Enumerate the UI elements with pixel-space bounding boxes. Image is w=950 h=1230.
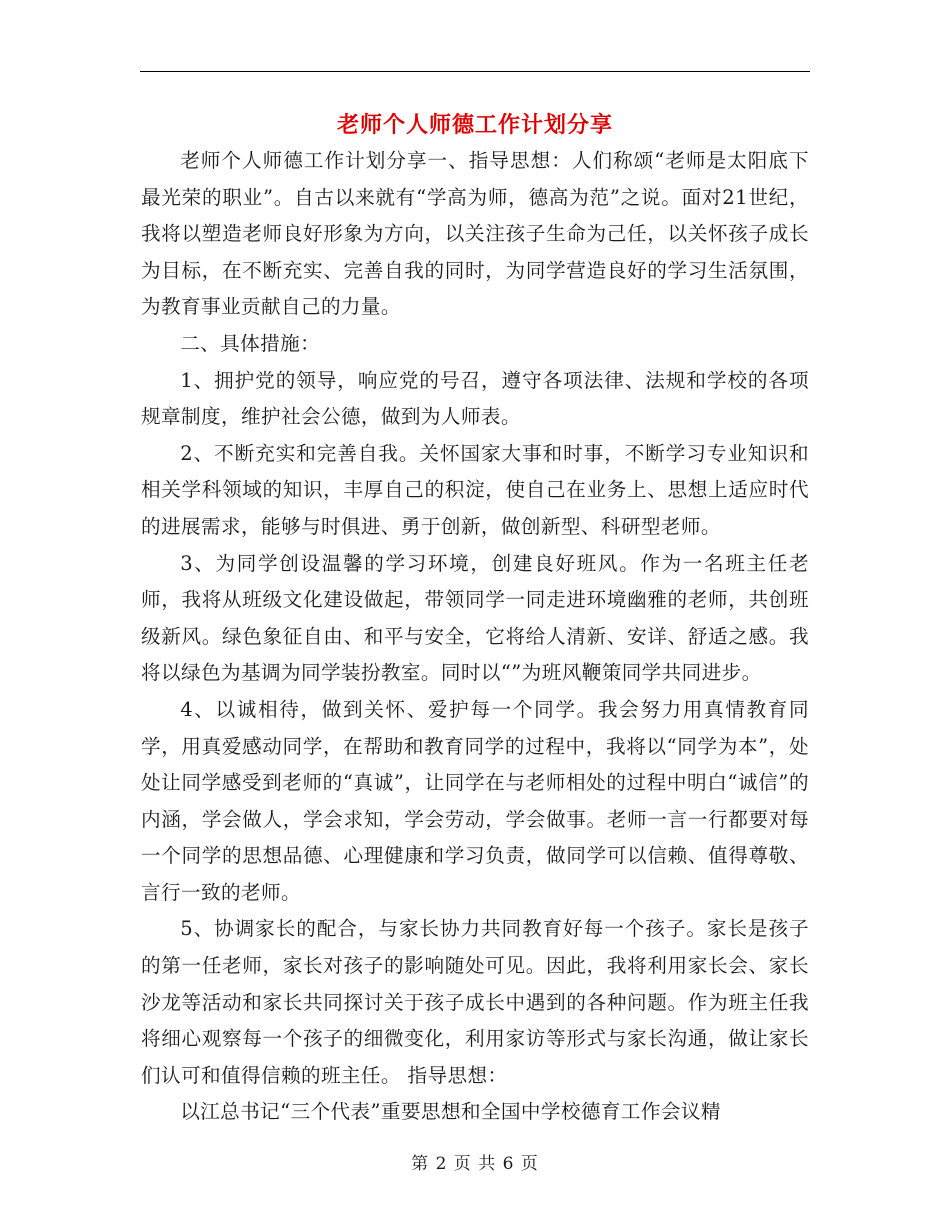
paragraph-item-3: 3、为同学创设温馨的学习环境，创建良好班风。作为一名班主任老师，我将从班级文化建设做起，带领同学一同走进环境幽雅的老师，共创班级新风。绿色象征自由、和平与安全，它将给人清新、安详、舒适之感。我将以绿色为基调为同学装扮教室。同时以“”为班风鞭策同学共同进步。 (141, 551, 809, 685)
paragraph-intro: 老师个人师德工作计划分享一、指导思想：人们称颂“老师是太阳底下最光荣的职业”。自古以来就有“学高为师，德高为范”之说。面对21世纪，我将以塑造老师良好形象为方向，以关注孩子生命为己任，以关怀孩子成长为目标，在不断充实、完善自我的同时，为同学营造良好的学习生活氛围，为教育事业贡献自己的力量。 (141, 149, 809, 319)
paragraph-continuation: 以江总书记“三个代表”重要思想和全国中学校德育工作会议精 (180, 1100, 721, 1124)
document-title: 老师个人师德工作计划分享 (336, 112, 613, 138)
paragraph-item-1: 1、拥护党的领导，响应党的号召，遵守各项法律、法规和学校的各项规章制度，维护社会公德，做到为人师表。 (141, 368, 809, 429)
header-rule (140, 71, 810, 72)
page-number: 第 2 页 共 6 页 (411, 1154, 539, 1174)
paragraph-item-5: 5、协调家长的配合，与家长协力共同教育好每一个孩子。家长是孩子的第一任老师，家长对孩子的影响随处可见。因此，我将利用家长会、家长沙龙等活动和家长共同探讨关于孩子成长中遇到的各种问题。作为班主任我将细心观察每一个孩子的细微变化，利用家访等形式与家长沟通，做让家长们认可和值得信赖的班主任。 指导思想： (141, 917, 809, 1087)
paragraph-measures-heading: 二、具体措施： (180, 331, 321, 355)
document-body (141, 143, 809, 1131)
paragraph-item-4: 4、以诚相待，做到关怀、爱护每一个同学。我会努力用真情教育同学，用真爱感动同学，在帮助和教育同学的过程中，我将以“同学为本”，处处让同学感受到老师的“真诚”，让同学在与老师相处的过程中明白“诚信”的内涵，学会做人，学会求知，学会劳动，学会做事。老师一言一行都要对每一个同学的思想品德、心理健康和学习负责，做同学可以信赖、值得尊敬、言行一致的老师。 (141, 697, 809, 904)
paragraph-item-2: 2、不断充实和完善自我。关怀国家大事和时事，不断学习专业知识和相关学科领域的知识，丰厚自己的积淀，使自己在业务上、思想上适应时代的进展需求，能够与时俱进、勇于创新，做创新型、科研型老师。 (141, 441, 809, 538)
